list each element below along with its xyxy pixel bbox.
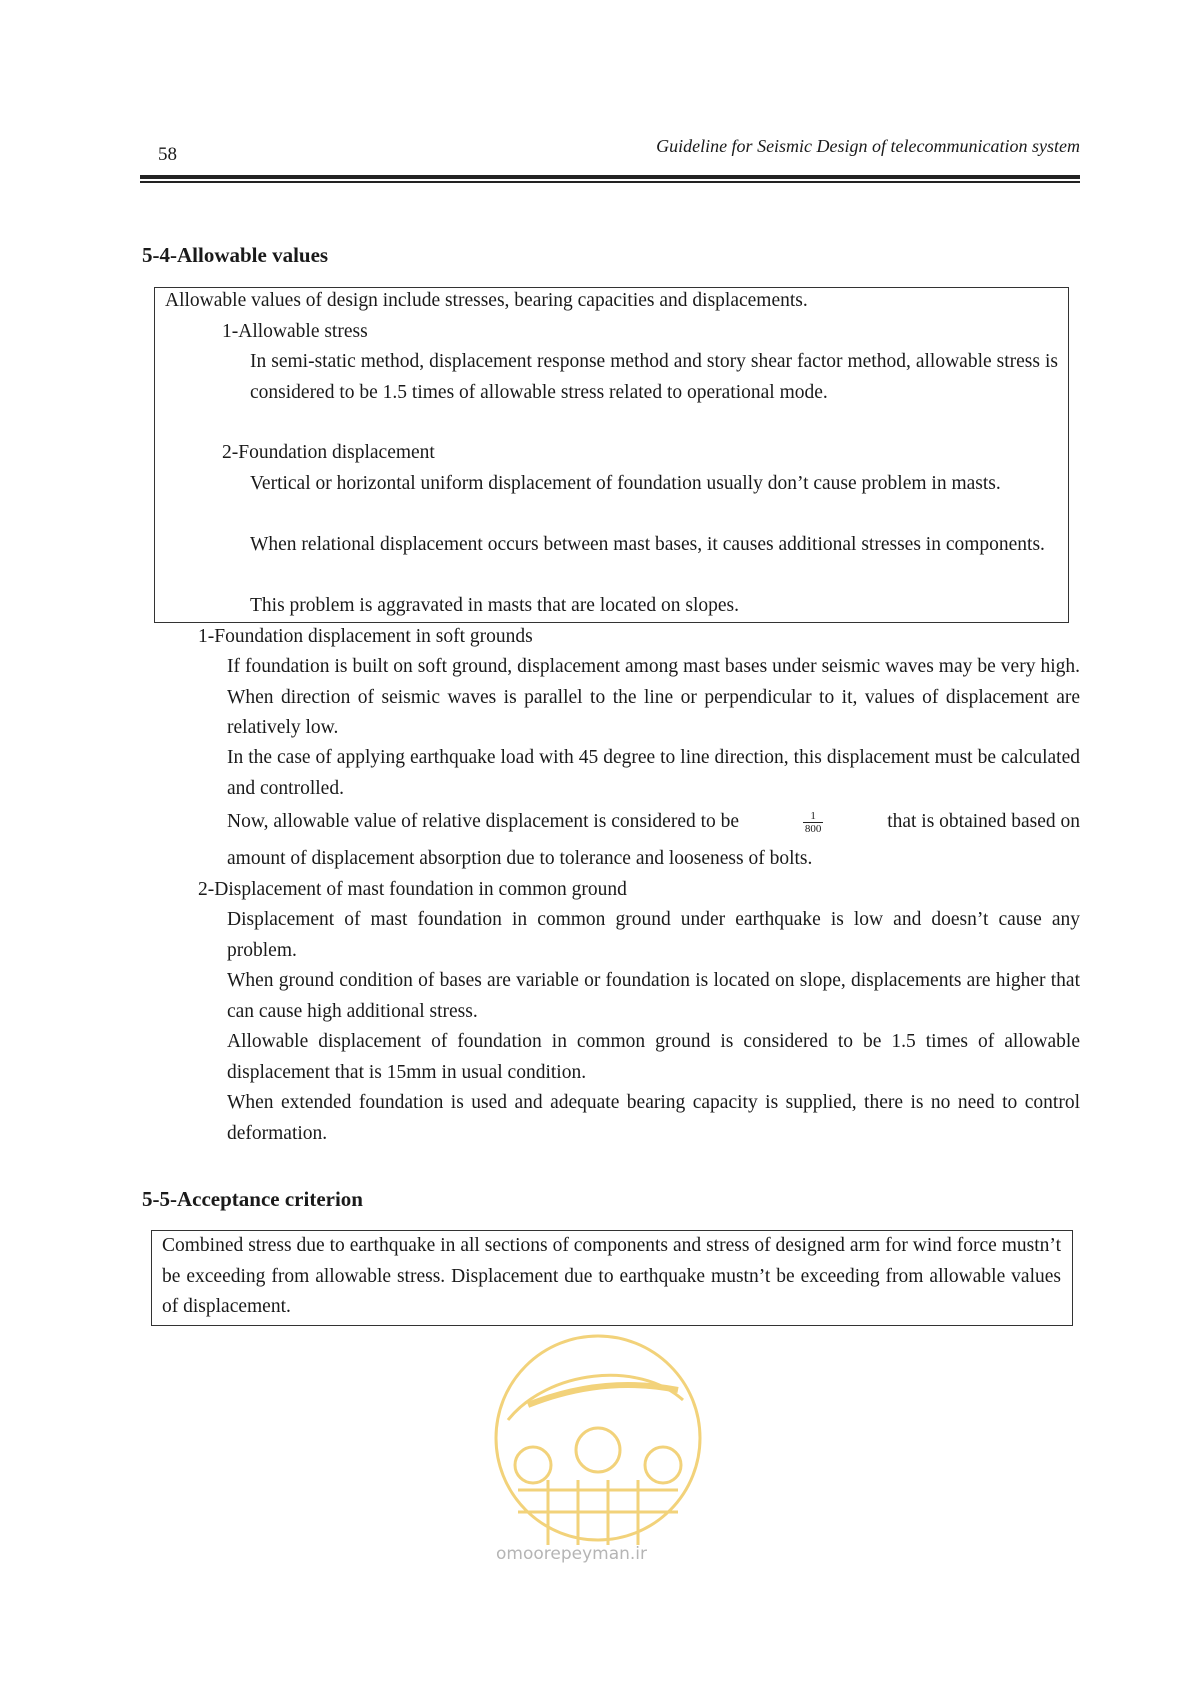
section-heading-5-4: 5-4-Allowable values — [142, 243, 329, 267]
fraction-denominator: 800 — [804, 822, 822, 835]
sub2-title: 2-Displacement of mast foundation in common ground — [198, 879, 627, 900]
sub1-paragraph-3 — [227, 807, 1080, 838]
sub1-paragraph-2: In the case of applying earthquake load with 45 degree to line direction, this displacement must be calculated and controlled. — [227, 747, 1080, 799]
sub1-p3-before: Now, allowable value of relative displacement is considered to be — [227, 811, 740, 832]
item1-title: 1-Allowable stress — [222, 321, 368, 342]
sub1-paragraph-3-line-2: amount of displacement absorption due to tolerance and looseness of bolts. — [227, 848, 813, 869]
omoorepeyman-logo-icon — [488, 1330, 708, 1560]
header-rule-thick — [140, 175, 1080, 179]
sub1-title: 1-Foundation displacement in soft grounds — [198, 626, 533, 647]
sub2-paragraph-2: When ground condition of bases are variable or foundation is located on slope, displacements are higher that can cause high additional stress. — [227, 970, 1080, 1022]
sub2-paragraph-3: Allowable displacement of foundation in common ground is considered to be 1.5 times of allowable displacement that is 15mm in usual condition. — [227, 1031, 1080, 1083]
section-heading-5-5: 5-5-Acceptance criterion — [142, 1187, 363, 1211]
fraction-one-over-800 — [803, 810, 824, 835]
page-number: 58 — [158, 144, 177, 165]
box-intro: Allowable values of design include stresses, bearing capacities and displacements. — [165, 290, 808, 311]
acceptance-criterion-text: Combined stress due to earthquake in all sections of components and stress of designed arm for wind force mustn’t be exceeding from allowable stress. Displacement due to earthquake mustn’t be exceeding from allowable values of displacement. — [162, 1235, 1061, 1317]
sub1-p3-after: that is obtained based on — [887, 811, 1080, 832]
item2-paragraph-1: Vertical or horizontal uniform displacement of foundation usually don’t cause problem in masts. — [250, 473, 1001, 494]
sub1-paragraph-1: If foundation is built on soft ground, displacement among mast bases under seismic waves may be very high. When direction of seismic waves is parallel to the line or perpendicular to it, values of displacement are relatively low. — [227, 656, 1080, 738]
item1-text: In semi-static method, displacement response method and story shear factor method, allowable stress is considered to be 1.5 times of allowable stress related to operational mode. — [250, 351, 1058, 403]
item2-paragraph-2: When relational displacement occurs between mast bases, it causes additional stresses in components. — [250, 534, 1045, 555]
item2-title: 2-Foundation displacement — [222, 442, 435, 463]
running-title: Guideline for Seismic Design of telecommunication system — [656, 136, 1080, 156]
sub2-paragraph-1: Displacement of mast foundation in common ground under earthquake is low and doesn’t cause any problem. — [227, 909, 1080, 961]
fraction-numerator: 1 — [803, 810, 824, 823]
page-header — [140, 132, 1080, 182]
item2-paragraph-3: This problem is aggravated in masts that are located on slopes. — [250, 595, 739, 616]
watermark-url: omoorepeyman.ir — [496, 1544, 648, 1564]
header-rule-thin — [140, 181, 1080, 183]
sub2-paragraph-4: When extended foundation is used and adequate bearing capacity is supplied, there is no need to control deformation. — [227, 1092, 1080, 1144]
